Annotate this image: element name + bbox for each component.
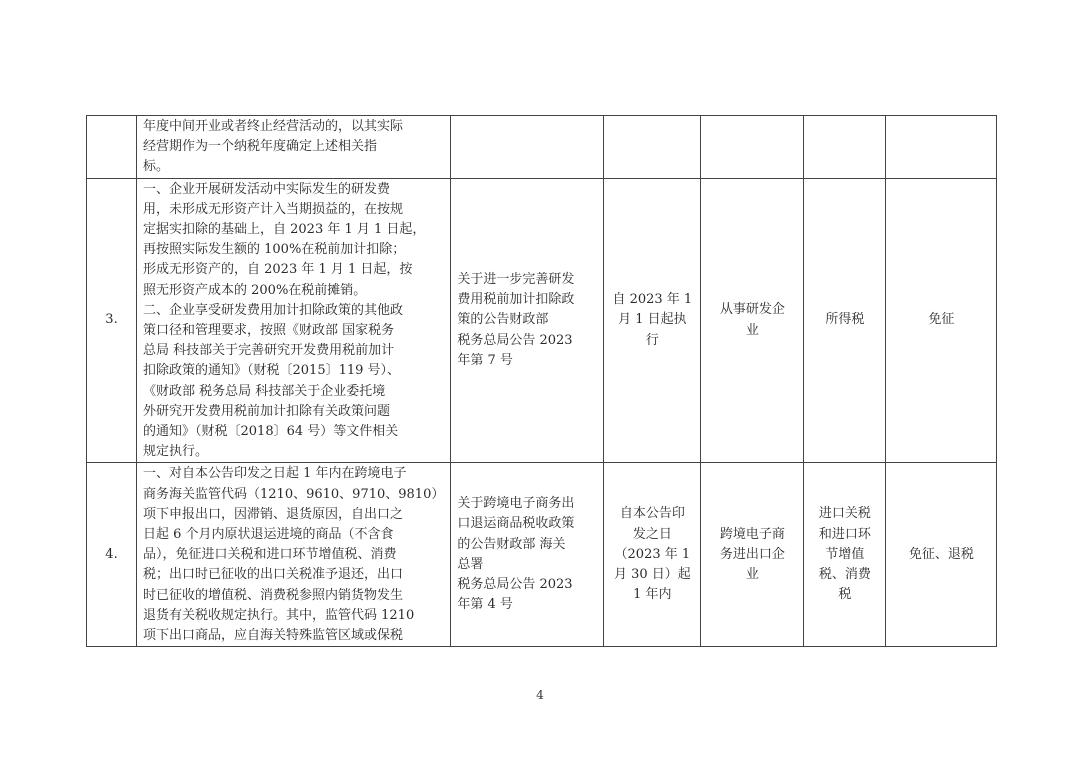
cell-line: 1 年内 bbox=[633, 587, 672, 603]
cell-line: 照无形资产成本的 200%在税前摊销。 bbox=[143, 282, 367, 298]
page-number: 4 bbox=[536, 688, 544, 702]
requirement-cell bbox=[137, 178, 451, 463]
cell-line: 退货有关税收规定执行。其中，监管代码 1210 bbox=[143, 607, 415, 623]
cell-line: 所得税 bbox=[825, 312, 865, 328]
cell-line: 税；出口时已征收的出口关税准予退还，出口 bbox=[143, 567, 404, 583]
cell-line: 税务总局公告 2023 bbox=[457, 577, 573, 593]
cell-line: 月 30 日）起 bbox=[613, 566, 691, 582]
treatment-cell: 免征、退税 bbox=[886, 463, 997, 647]
cell-line: 自 2023 年 1 bbox=[612, 292, 693, 308]
cell-line: 关于跨境电子商务出 bbox=[457, 496, 575, 512]
cell-line: 再按照实际发生额的 100%在税前加计扣除； bbox=[143, 242, 406, 258]
cell-line: 口退运商品税收政策 bbox=[457, 516, 575, 532]
treatment-cell bbox=[886, 116, 997, 179]
cell-line: 商务海关监管代码（1210、9610、9710、9810） bbox=[143, 486, 445, 502]
cell-line: 发之日 bbox=[632, 526, 672, 542]
cell-line: 标。 bbox=[143, 159, 170, 175]
cell-line: 经营期作为一个纳税年度确定上述相关指 bbox=[143, 139, 378, 155]
cell-line: 从事研发企 bbox=[719, 302, 785, 318]
treatment-cell: 免征 bbox=[886, 178, 997, 463]
cell-line: 的公告财政部 海关 bbox=[457, 536, 566, 552]
cell-line: 跨境电子商 bbox=[719, 526, 785, 542]
policy-table bbox=[86, 115, 997, 647]
cell-line: 行 bbox=[645, 332, 659, 348]
row-number bbox=[87, 116, 137, 179]
policy-document-cell bbox=[451, 116, 604, 179]
cell-line: 税、消费 bbox=[818, 566, 871, 582]
requirement-cell bbox=[137, 116, 451, 179]
cell-line: 一、对自本公告印发之日起 1 年内在跨境电子 bbox=[143, 466, 407, 482]
cell-line: 项下出口商品，应自海关特殊监管区域或保税 bbox=[143, 628, 404, 644]
cell-line: 年度中间开业或者终止经营活动的，以其实际 bbox=[143, 119, 404, 134]
cell-line: 务进出口企 bbox=[719, 546, 785, 562]
cell-line: 总局 科技部关于完善研究开发费用税前加计 bbox=[143, 343, 395, 359]
tax-type-cell bbox=[804, 463, 886, 647]
cell-line: 定据实扣除的基础上，自 2023 年 1 月 1 日起， bbox=[143, 222, 426, 238]
cell-line: 《财政部 税务总局 科技部关于企业委托境 bbox=[143, 383, 386, 399]
cell-line: 规定执行。 bbox=[143, 444, 209, 460]
cell-line: 品），免征进口关税和进口环节增值税、消费 bbox=[143, 547, 397, 563]
policy-document-cell bbox=[451, 463, 604, 647]
period-cell bbox=[604, 116, 701, 179]
cell-line: 业 bbox=[745, 322, 759, 338]
cell-line: 策口径和管理要求，按照《财政部 国家税务 bbox=[143, 323, 395, 339]
cell-line: 费用税前加计扣除政 bbox=[457, 292, 575, 308]
table-row bbox=[87, 116, 997, 179]
cell-line: 月 1 日起执 bbox=[618, 312, 687, 328]
taxpayer-cell bbox=[701, 178, 804, 463]
table-row bbox=[87, 178, 997, 463]
row-number: 4. bbox=[87, 463, 137, 647]
policy-document-cell bbox=[451, 178, 604, 463]
cell-line: 节增值 bbox=[825, 546, 865, 562]
cell-line: 和进口环 bbox=[818, 526, 871, 542]
row-number: 3. bbox=[87, 178, 137, 463]
cell-line: 自本公告印 bbox=[619, 506, 685, 522]
cell-line: 扣除政策的通知》（财税〔2015〕119 号）、 bbox=[143, 363, 401, 379]
taxpayer-cell bbox=[701, 116, 804, 179]
tax-type-cell bbox=[804, 116, 886, 179]
table-row bbox=[87, 463, 997, 647]
requirement-cell bbox=[137, 463, 451, 647]
cell-line: 项下申报出口，因滞销、退货原因，自出口之 bbox=[143, 506, 404, 522]
cell-line: 总署 bbox=[457, 556, 484, 572]
cell-line: 业 bbox=[745, 566, 759, 582]
cell-line: 用，未形成无形资产计入当期损益的，在按规 bbox=[143, 201, 404, 217]
cell-line: 二、企业享受研发费用加计扣除政策的其他政 bbox=[143, 302, 404, 318]
cell-line: 进口关税 bbox=[818, 506, 871, 522]
cell-line: 关于进一步完善研发 bbox=[457, 272, 575, 288]
period-cell bbox=[604, 463, 701, 647]
cell-line: 年第 4 号 bbox=[457, 597, 513, 613]
cell-line: 策的公告财政部 bbox=[457, 312, 549, 328]
taxpayer-cell bbox=[701, 463, 804, 647]
cell-line: （2023 年 1 bbox=[614, 546, 691, 562]
tax-type-cell bbox=[804, 178, 886, 463]
cell-line: 形成无形资产的，自 2023 年 1 月 1 日起，按 bbox=[143, 262, 413, 278]
cell-line: 时已征收的增值税、消费税参照内销货物发生 bbox=[143, 587, 404, 603]
cell-line: 一、企业开展研发活动中实际发生的研发费 bbox=[143, 181, 391, 197]
period-cell bbox=[604, 178, 701, 463]
cell-line: 税务总局公告 2023 bbox=[457, 332, 573, 348]
cell-line: 日起 6 个月内原状退运进境的商品（不含食 bbox=[143, 527, 394, 543]
cell-line: 年第 7 号 bbox=[457, 352, 513, 368]
cell-line: 税 bbox=[838, 587, 852, 603]
cell-line: 外研究开发费用税前加计扣除有关政策问题 bbox=[143, 403, 391, 419]
cell-line: 的通知》（财税〔2018〕64 号）等文件相关 bbox=[143, 424, 399, 440]
